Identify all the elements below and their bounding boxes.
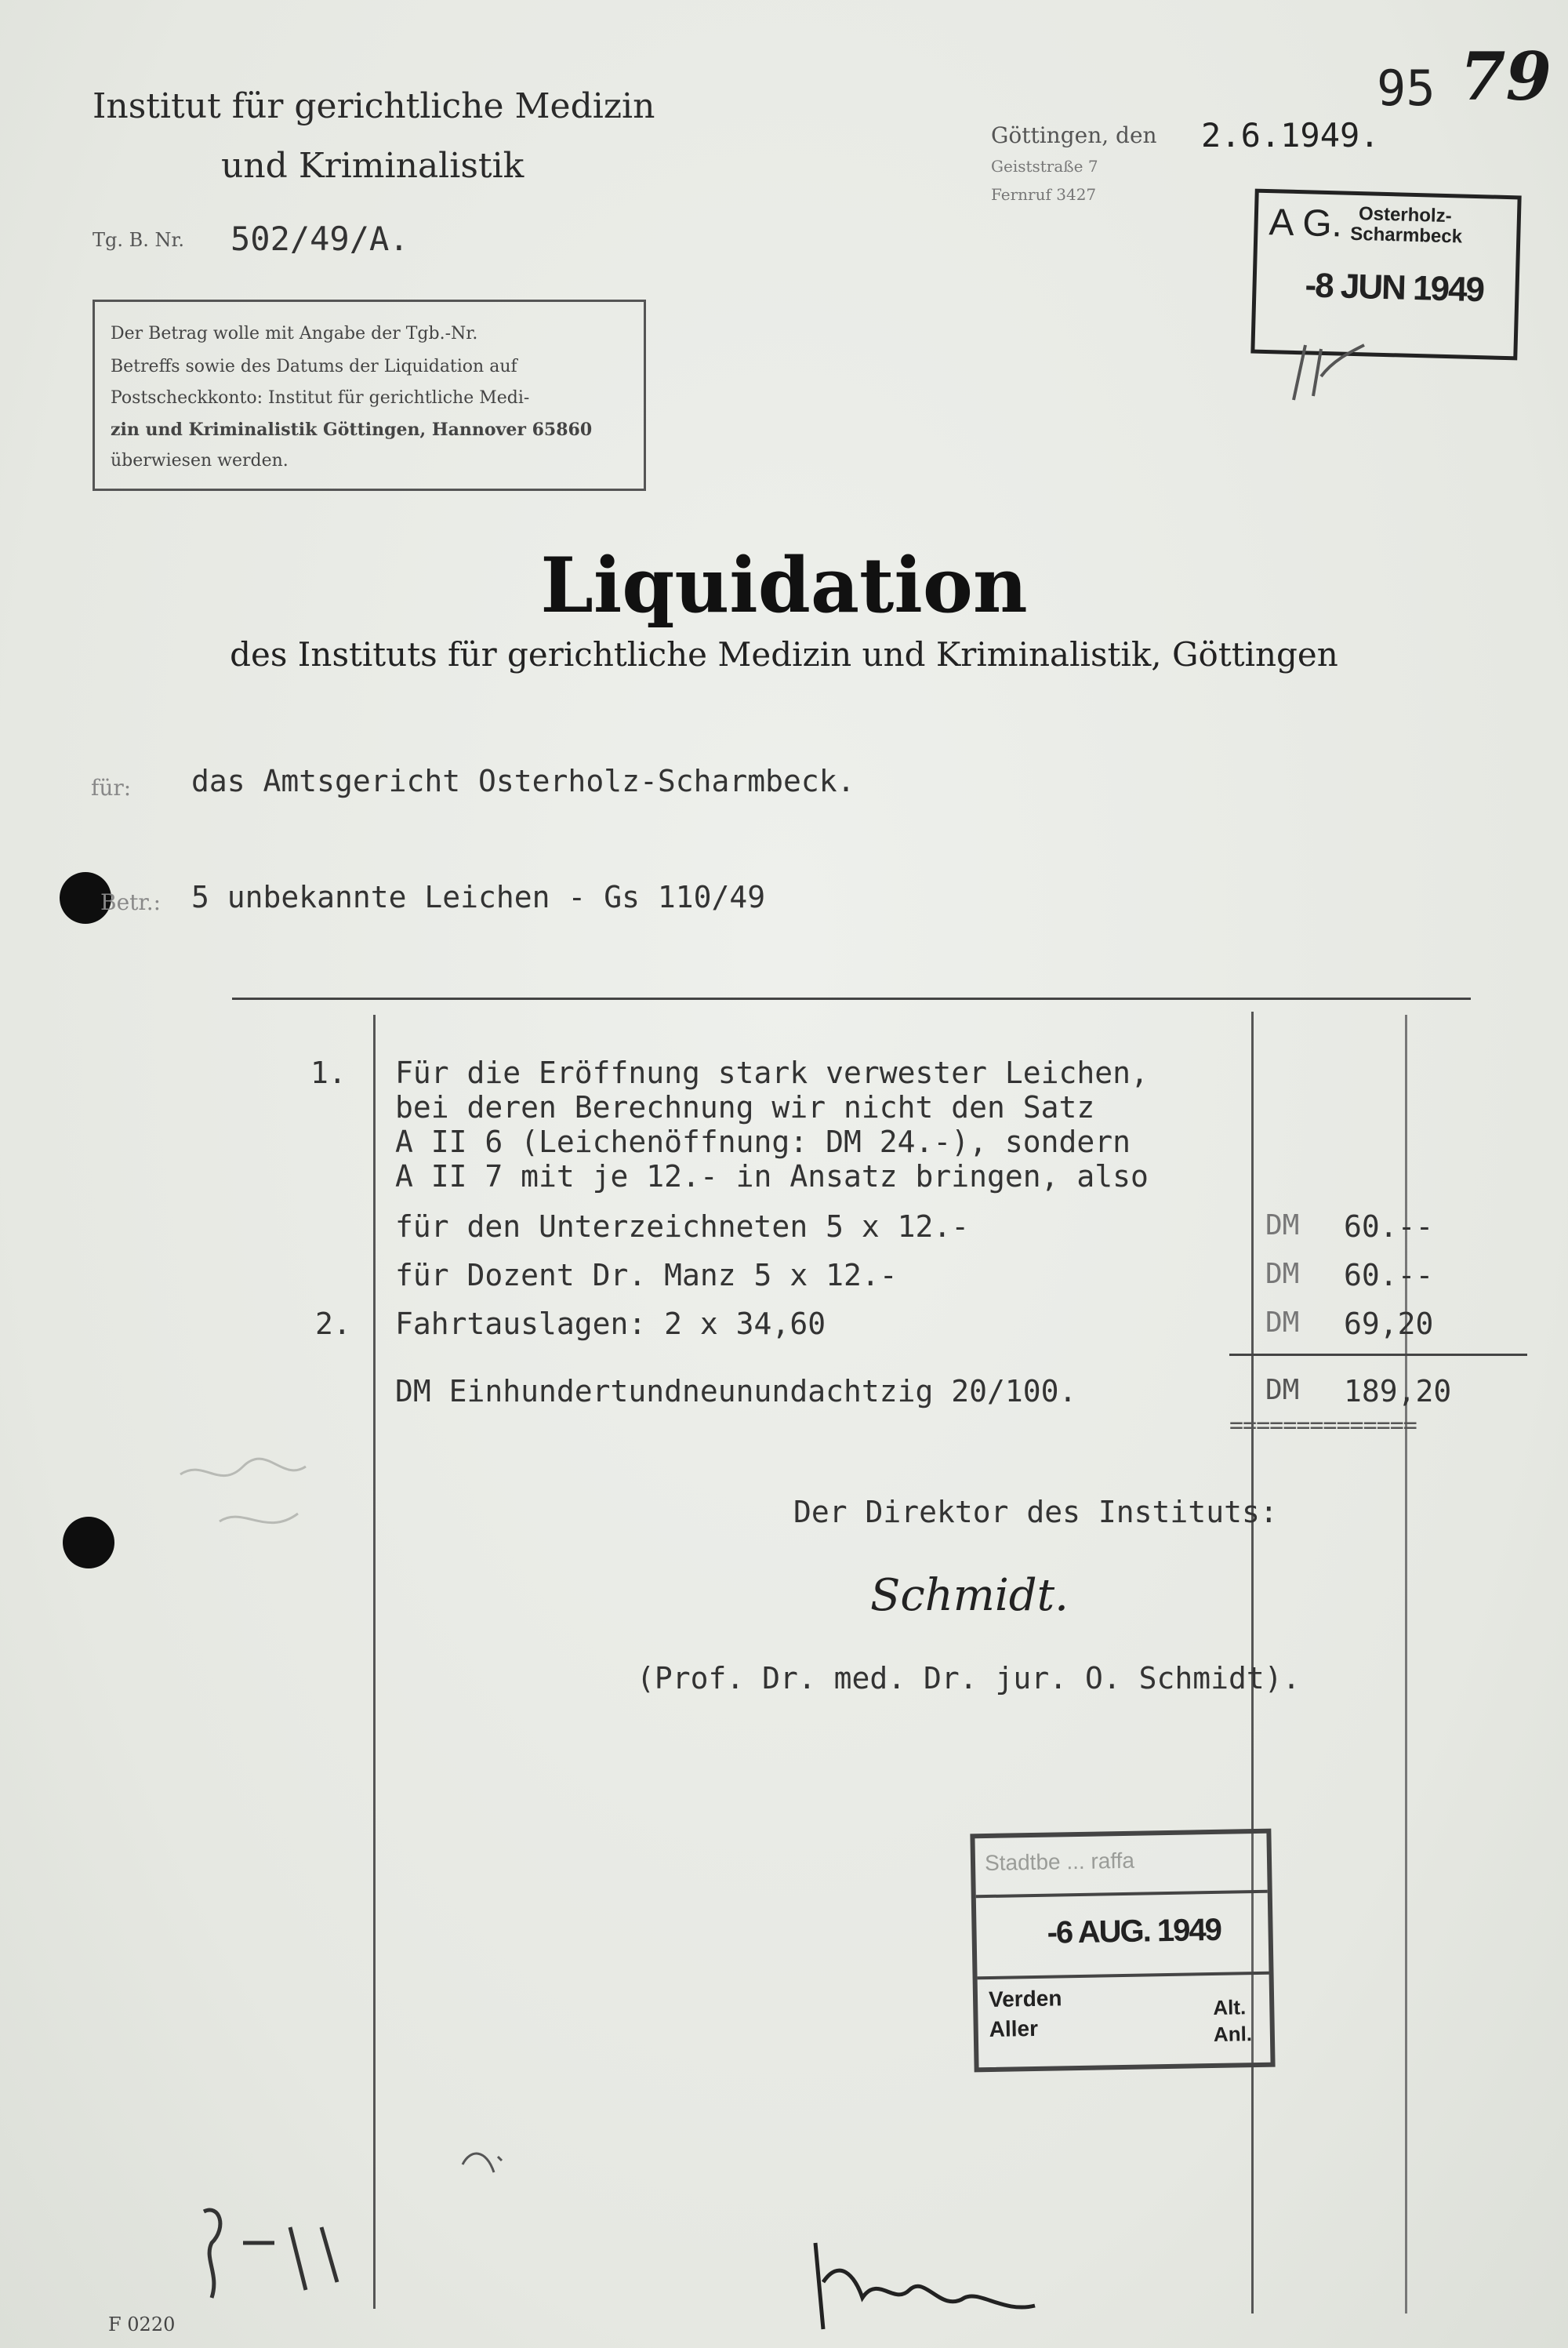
amount-currency: DM (1265, 1209, 1300, 1241)
subject-value: 5 unbekannte Leichen - Gs 110/49 (191, 880, 766, 914)
institute-name-line1: Institut für gerichtliche Medizin (93, 86, 655, 126)
stamp-date: -8 JUN 1949 (1304, 266, 1484, 310)
table-column-divider-left (373, 1015, 376, 2309)
form-number: F 0220 (108, 2313, 176, 2335)
total-in-words: DM Einhundertundneunundachtzig 20/100. (395, 1374, 1077, 1408)
table-top-rule (232, 998, 1471, 1000)
letter-date: 2.6.1949. (1201, 116, 1380, 154)
journal-label: Tg. B. Nr. (93, 229, 184, 251)
signature-role: Der Direktor des Instituts: (793, 1495, 1278, 1529)
date-stamp-top-text: Stadtbe ... raffa (984, 1848, 1135, 1876)
notice-line: Der Betrag wolle mit Angabe der Tgb.-Nr. (111, 324, 478, 343)
date-stamp-place1: Verden (988, 1986, 1062, 2012)
amount-value: 60.-- (1344, 1209, 1434, 1244)
notice-line: zin und Kriminalistik Göttingen, Hannover 65860 (111, 420, 593, 440)
item-text-line: bei deren Berechnung wir nicht den Satz (395, 1090, 1095, 1125)
amount-value: 60.-- (1344, 1258, 1434, 1292)
date-stamp-date: -6 AUG. 1949 (1047, 1912, 1221, 1950)
margin-faint-handwriting (172, 1443, 408, 1553)
item-text-line: Fahrtauslagen: 2 x 34,60 (395, 1307, 826, 1341)
date-stamp-right2: Anl. (1213, 2022, 1253, 2046)
signature-handwritten: Schmidt. (870, 1570, 1069, 1621)
document-title: Liquidation (540, 541, 1028, 630)
total-currency: DM (1265, 1374, 1300, 1406)
payment-notice-box (93, 300, 646, 491)
item-number: 2. (315, 1307, 351, 1341)
date-stamp-place2: Aller (989, 2015, 1039, 2041)
total-double-rule: ============== (1229, 1412, 1417, 1439)
stamp-court-line2: Scharmbeck (1349, 223, 1463, 248)
recipient-label: für: (91, 775, 132, 801)
amount-value: 69,20 (1344, 1307, 1434, 1341)
place-label: Göttingen, den (991, 122, 1157, 148)
date-stamp-right1: Alt. (1213, 1995, 1247, 2019)
amount-currency: DM (1265, 1307, 1300, 1339)
bottom-small-marks (455, 2141, 517, 2188)
page-number: 95 (1377, 60, 1436, 117)
item-text-line: Für die Eröffnung stark verwester Leichen, (395, 1056, 1149, 1090)
stamp-prefix: A G. (1268, 202, 1343, 245)
notice-line: Postscheckkonto: Institut für gerichtliche Medi- (111, 388, 530, 408)
institute-name-line2: und Kriminalistik (221, 146, 524, 186)
bottom-left-initial-scribble (188, 2196, 392, 2313)
item-text-line: A II 7 mit je 12.- in Ansatz bringen, also (395, 1159, 1149, 1194)
recipient-value: das Amtsgericht Osterholz-Scharmbeck. (191, 764, 855, 798)
journal-number: 502/49/A. (230, 220, 409, 258)
item-number: 1. (310, 1056, 347, 1090)
stamp-initials-scribble (1286, 329, 1380, 408)
phone-number: Fernruf 3427 (991, 185, 1097, 204)
total-rule (1229, 1354, 1527, 1356)
item-text-line: für Dozent Dr. Manz 5 x 12.- (395, 1258, 898, 1292)
signatory-name: (Prof. Dr. med. Dr. jur. O. Schmidt). (637, 1661, 1301, 1696)
item-text-line: A II 6 (Leichenöffnung: DM 24.-), sondern (395, 1125, 1131, 1159)
stamp-court-line1: Osterholz- (1358, 203, 1453, 227)
total-amount: 189,20 (1344, 1374, 1452, 1408)
street-address: Geiststraße 7 (991, 157, 1098, 176)
arrival-date-stamp (970, 1829, 1275, 2073)
date-stamp-separator (976, 1890, 1268, 1898)
document-subtitle: des Instituts für gerichtliche Medizin und Kriminalistik, Göttingen (230, 635, 1338, 674)
bottom-signature-scribble (792, 2227, 1058, 2345)
item-text-line: für den Unterzeichneten 5 x 12.- (395, 1209, 970, 1244)
subject-label: Betr.: (100, 889, 162, 915)
date-stamp-separator (978, 1972, 1269, 1979)
amount-currency: DM (1265, 1258, 1300, 1290)
punch-hole-bottom (63, 1517, 114, 1568)
page-number-handwritten: 79 (1460, 38, 1552, 115)
notice-line: überwiesen werden. (111, 451, 289, 471)
notice-line: Betreffs sowie des Datums der Liquidation auf (111, 357, 517, 376)
